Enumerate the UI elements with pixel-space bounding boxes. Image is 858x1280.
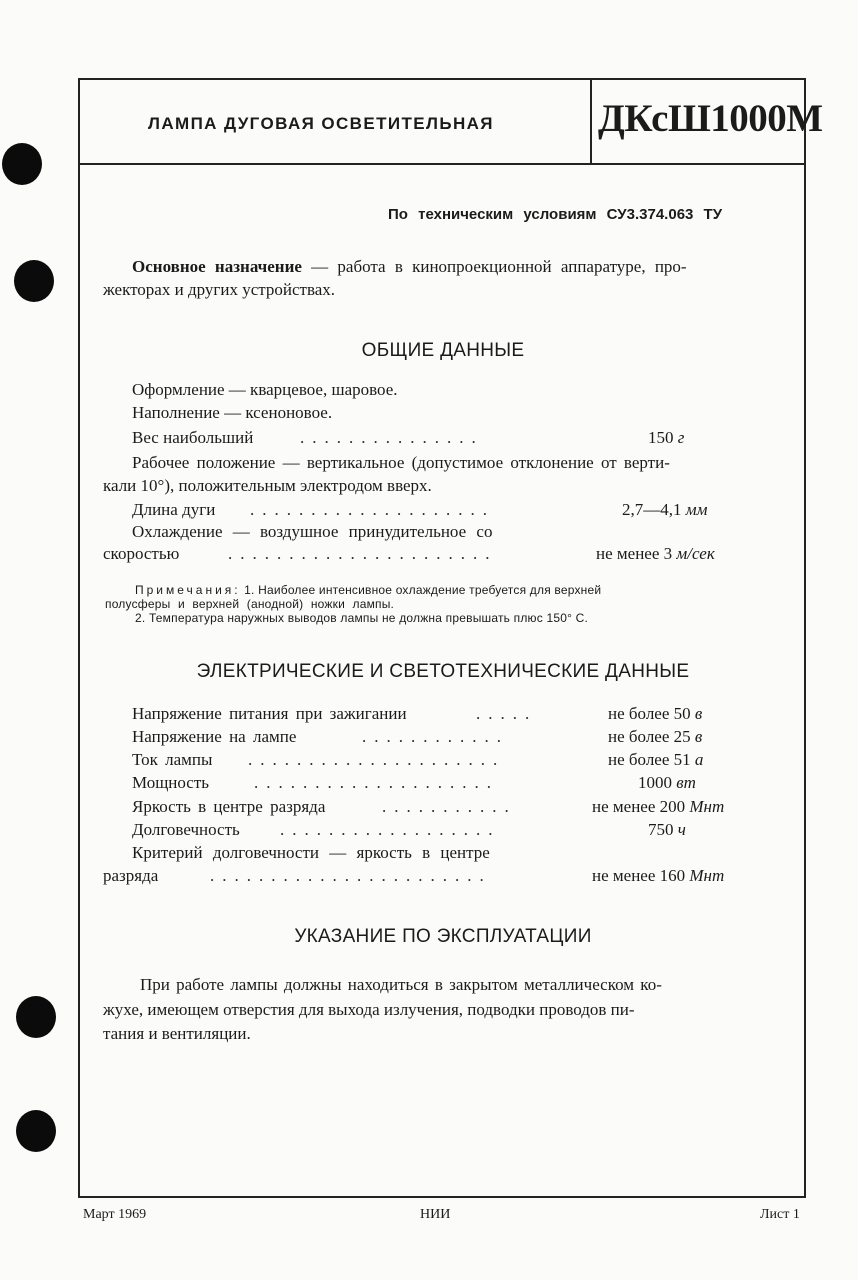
binder-hole-2 xyxy=(14,260,54,302)
leader-dots: .................... xyxy=(250,500,495,519)
weight-value: 150 г xyxy=(648,428,685,447)
spec-reference: По техническим условиям СУ3.374.063 ТУ xyxy=(388,206,723,223)
purpose-text: — работа в кинопроекционной аппаратуре, про- xyxy=(301,257,687,276)
note-1-line-1: Примечания: 1. Наиболее интенсивное охлаждение требуется для верхней xyxy=(135,583,602,597)
cooling-line-1: Охлаждение — воздушное принудительное со xyxy=(132,522,493,541)
arc-label: Длина дуги xyxy=(132,500,216,519)
note-1-line-2: полусферы и верхней (анодной) ножки лампы. xyxy=(105,597,395,611)
criterion-value: не менее 160 Мнт xyxy=(592,866,725,885)
leader-dots: ............ xyxy=(362,727,509,746)
header-divider xyxy=(78,163,806,165)
general-heading: ОБЩИЕ ДАННЫЕ xyxy=(361,340,525,361)
electrical-row-value: 750 ч xyxy=(648,820,686,839)
operation-line-3: тания и вентиляции. xyxy=(103,1024,251,1043)
electrical-row-value: не более 51 а xyxy=(608,750,704,769)
electrical-heading: ЭЛЕКТРИЧЕСКИЕ И СВЕТОТЕХНИЧЕСКИЕ ДАННЫЕ xyxy=(196,661,690,682)
operation-line-2: жухе, имеющем отверстия для выхода излучения, подводки проводов пи- xyxy=(103,1000,635,1019)
operation-line-1: При работе лампы должны находиться в закрытом металлическом ко- xyxy=(140,975,662,994)
electrical-row-label: Напряжение питания при зажигании xyxy=(132,704,407,723)
weight-label: Вес наибольший xyxy=(132,428,254,447)
filling-line: Наполнение — ксеноновое. xyxy=(132,403,333,422)
leader-dots: ..... xyxy=(476,704,538,723)
leader-dots: .................... xyxy=(254,773,499,792)
purpose-line-1 xyxy=(132,257,687,277)
cooling-label: скоростью xyxy=(103,544,180,563)
design-line: Оформление — кварцевое, шаровое. xyxy=(132,380,398,399)
footer-org: НИИ xyxy=(420,1207,451,1222)
leader-dots: ........... xyxy=(382,797,517,816)
purpose-label: Основное назначение xyxy=(132,257,302,276)
arc-value: 2,7—4,1 мм xyxy=(622,500,708,519)
note-2: 2. Температура наружных выводов лампы не должна превышать плюс 150° С. xyxy=(135,611,589,625)
electrical-row-label: Яркость в центре разряда xyxy=(132,797,326,816)
electrical-row-value: не более 50 в xyxy=(608,704,703,723)
electrical-row-value: не более 25 в xyxy=(608,727,703,746)
position-line-2: кали 10°), положительным электродом вверх. xyxy=(103,476,432,495)
leader-dots: ....................... xyxy=(210,866,492,885)
leader-dots: ..................... xyxy=(248,750,506,769)
cooling-value: не менее 3 м/сек xyxy=(596,544,715,563)
electrical-row-label: Мощность xyxy=(132,773,210,792)
criterion-label: разряда xyxy=(103,866,159,885)
header-vertical-divider xyxy=(590,78,592,165)
footer-sheet: Лист 1 xyxy=(760,1207,800,1222)
binder-hole-4 xyxy=(16,1110,56,1152)
leader-dots: ............... xyxy=(300,428,484,447)
position-line-1: Рабочее положение — вертикальное (допустимое отклонение от верти- xyxy=(132,453,670,472)
binder-hole-1 xyxy=(2,143,42,185)
criterion-line-1: Критерий долговечности — яркость в центре xyxy=(132,843,490,862)
footer-date: Март 1969 xyxy=(83,1207,147,1222)
electrical-row-value: не менее 200 Мнт xyxy=(592,797,725,816)
operation-heading: УКАЗАНИЕ ПО ЭКСПЛУАТАЦИИ xyxy=(294,926,592,947)
leader-dots: .................. xyxy=(280,820,501,839)
lamp-code: ДКсШ1000М xyxy=(598,97,823,140)
leader-dots: ...................... xyxy=(228,544,498,563)
electrical-row-value: 1000 вт xyxy=(638,773,696,792)
electrical-row-label: Ток лампы xyxy=(132,750,213,769)
binder-hole-3 xyxy=(16,996,56,1038)
document-title: ЛАМПА ДУГОВАЯ ОСВЕТИТЕЛЬНАЯ xyxy=(148,114,494,133)
purpose-line-2: жекторах и других устройствах. xyxy=(103,280,336,299)
electrical-row-label: Напряжение на лампе xyxy=(132,727,297,746)
electrical-row-label: Долговечность xyxy=(132,820,240,839)
